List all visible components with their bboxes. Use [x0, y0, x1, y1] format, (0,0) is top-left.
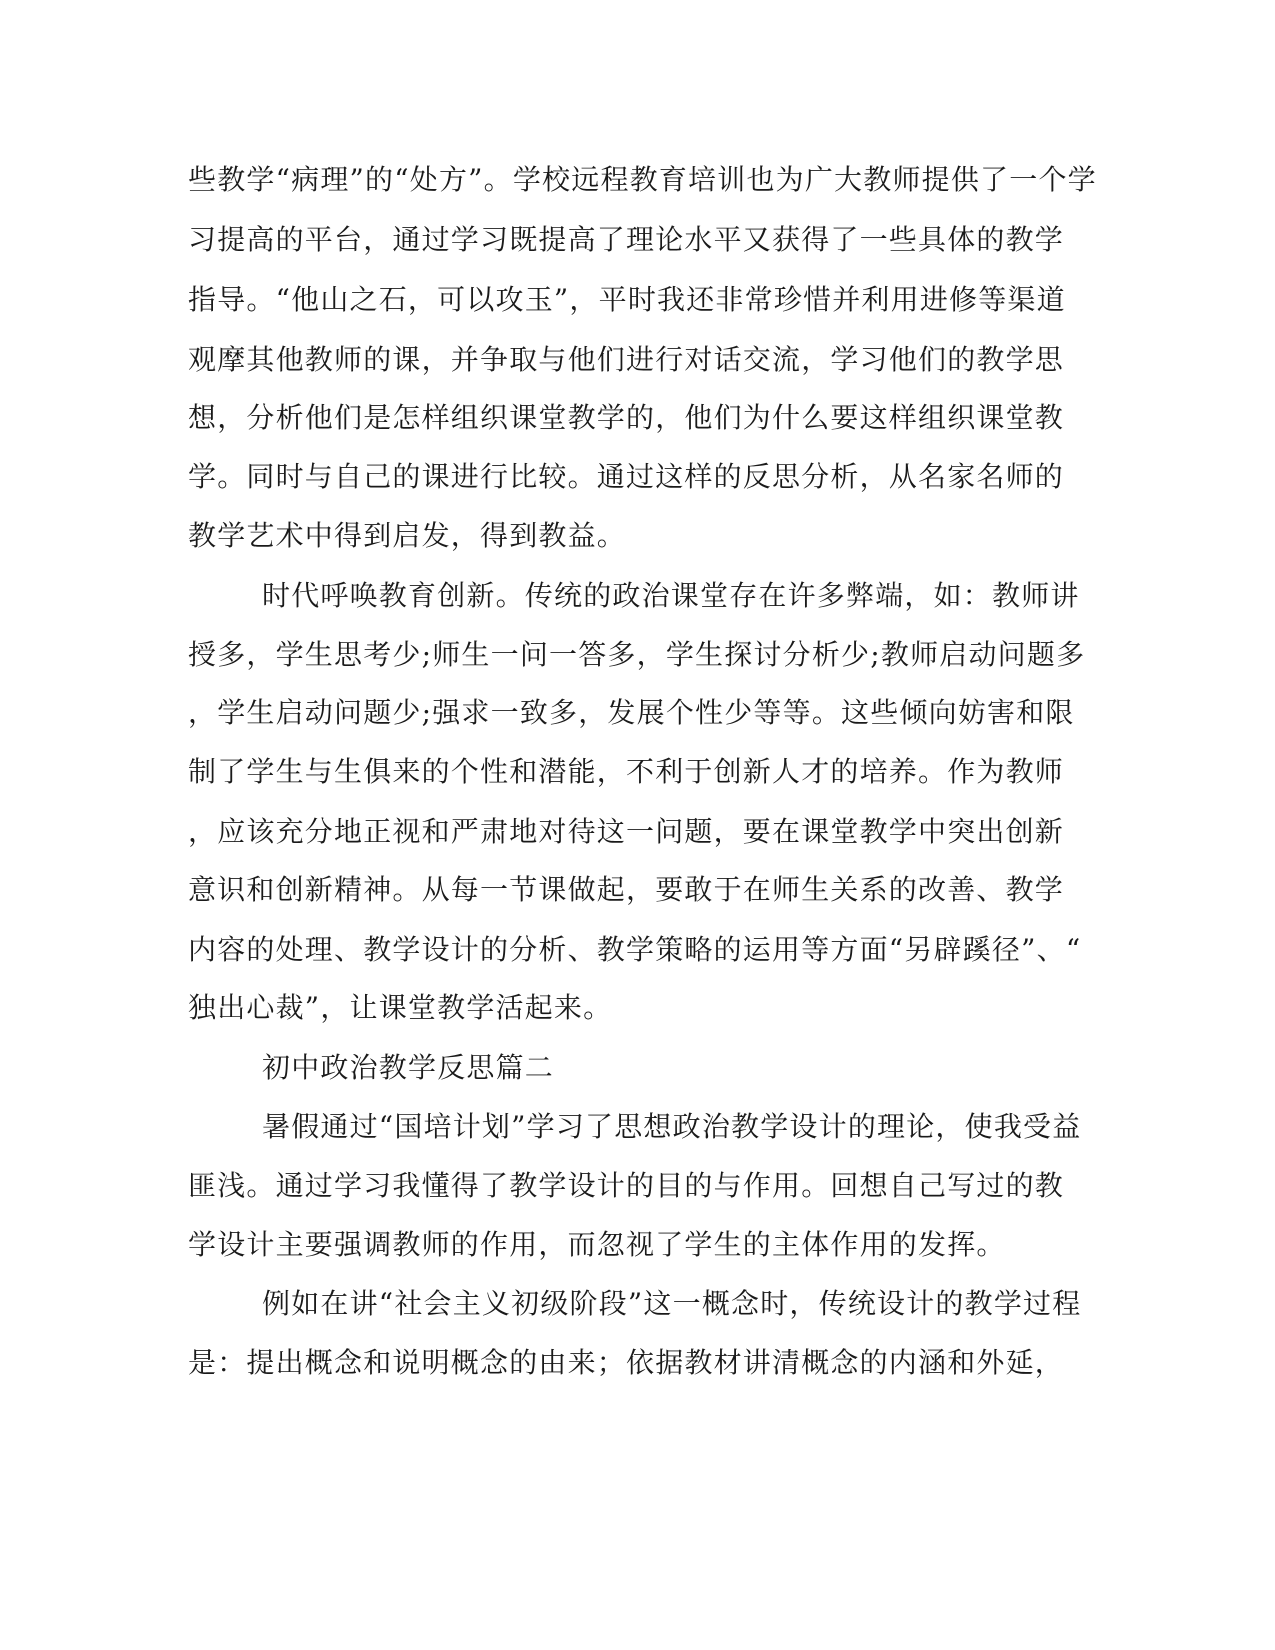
text-line: 观摩其他教师的课，并争取与他们进行对话交流，学习他们的教学思: [188, 343, 1065, 376]
text-line: 指导。“他山之石，可以攻玉”，平时我还非常珍惜并利用进修等渠道: [188, 283, 1066, 316]
text-line: 意识和创新精神。从每一节课做起，要敢于在师生关系的改善、教学: [188, 873, 1065, 906]
text-line: 学设计主要强调教师的作用，而忽视了学生的主体作用的发挥。: [188, 1228, 1006, 1261]
text-line: 授多，学生思考少;师生一问一答多，学生探讨分析少;教师启动问题多: [188, 638, 1086, 671]
paragraph-first-line: 暑假通过“国培计划”学习了思想政治教学设计的理论，使我受益: [262, 1110, 1082, 1143]
text-line: 习提高的平台，通过学习既提高了理论水平又获得了一些具体的教学: [188, 223, 1065, 256]
text-line: ，应该充分地正视和严肃地对待这一问题，要在课堂教学中突出创新: [188, 815, 1065, 848]
text-line: 教学艺术中得到启发，得到教益。: [188, 519, 627, 552]
text-line: 学。同时与自己的课进行比较。通过这样的反思分析，从名家名师的: [188, 460, 1065, 493]
paragraph-first-line: 例如在讲“社会主义初级阶段”这一概念时，传统设计的教学过程: [262, 1287, 1082, 1320]
text-line: 独出心裁”，让课堂教学活起来。: [188, 991, 613, 1024]
text-line: 匪浅。通过学习我懂得了教学设计的目的与作用。回想自己写过的教: [188, 1169, 1065, 1202]
text-line: 制了学生与生俱来的个性和潜能，不利于创新人才的培养。作为教师: [188, 755, 1065, 788]
text-line: 想，分析他们是怎样组织课堂教学的，他们为什么要这样组织课堂教: [188, 401, 1065, 434]
paragraph-first-line: 时代呼唤教育创新。传统的政治课堂存在许多弊端，如：教师讲: [262, 579, 1080, 612]
section-heading: 初中政治教学反思篇二: [262, 1051, 555, 1084]
text-line: 内容的处理、教学设计的分析、教学策略的运用等方面“另辟蹊径”、“: [188, 933, 1082, 966]
text-line: ，学生启动问题少;强求一致多，发展个性少等等。这些倾向妨害和限: [188, 696, 1075, 729]
text-line: 是：提出概念和说明概念的由来；依据教材讲清概念的内涵和外延，: [188, 1346, 1065, 1379]
text-line: 些教学“病理”的“处方”。学校远程教育培训也为广大教师提供了一个学: [188, 163, 1097, 196]
